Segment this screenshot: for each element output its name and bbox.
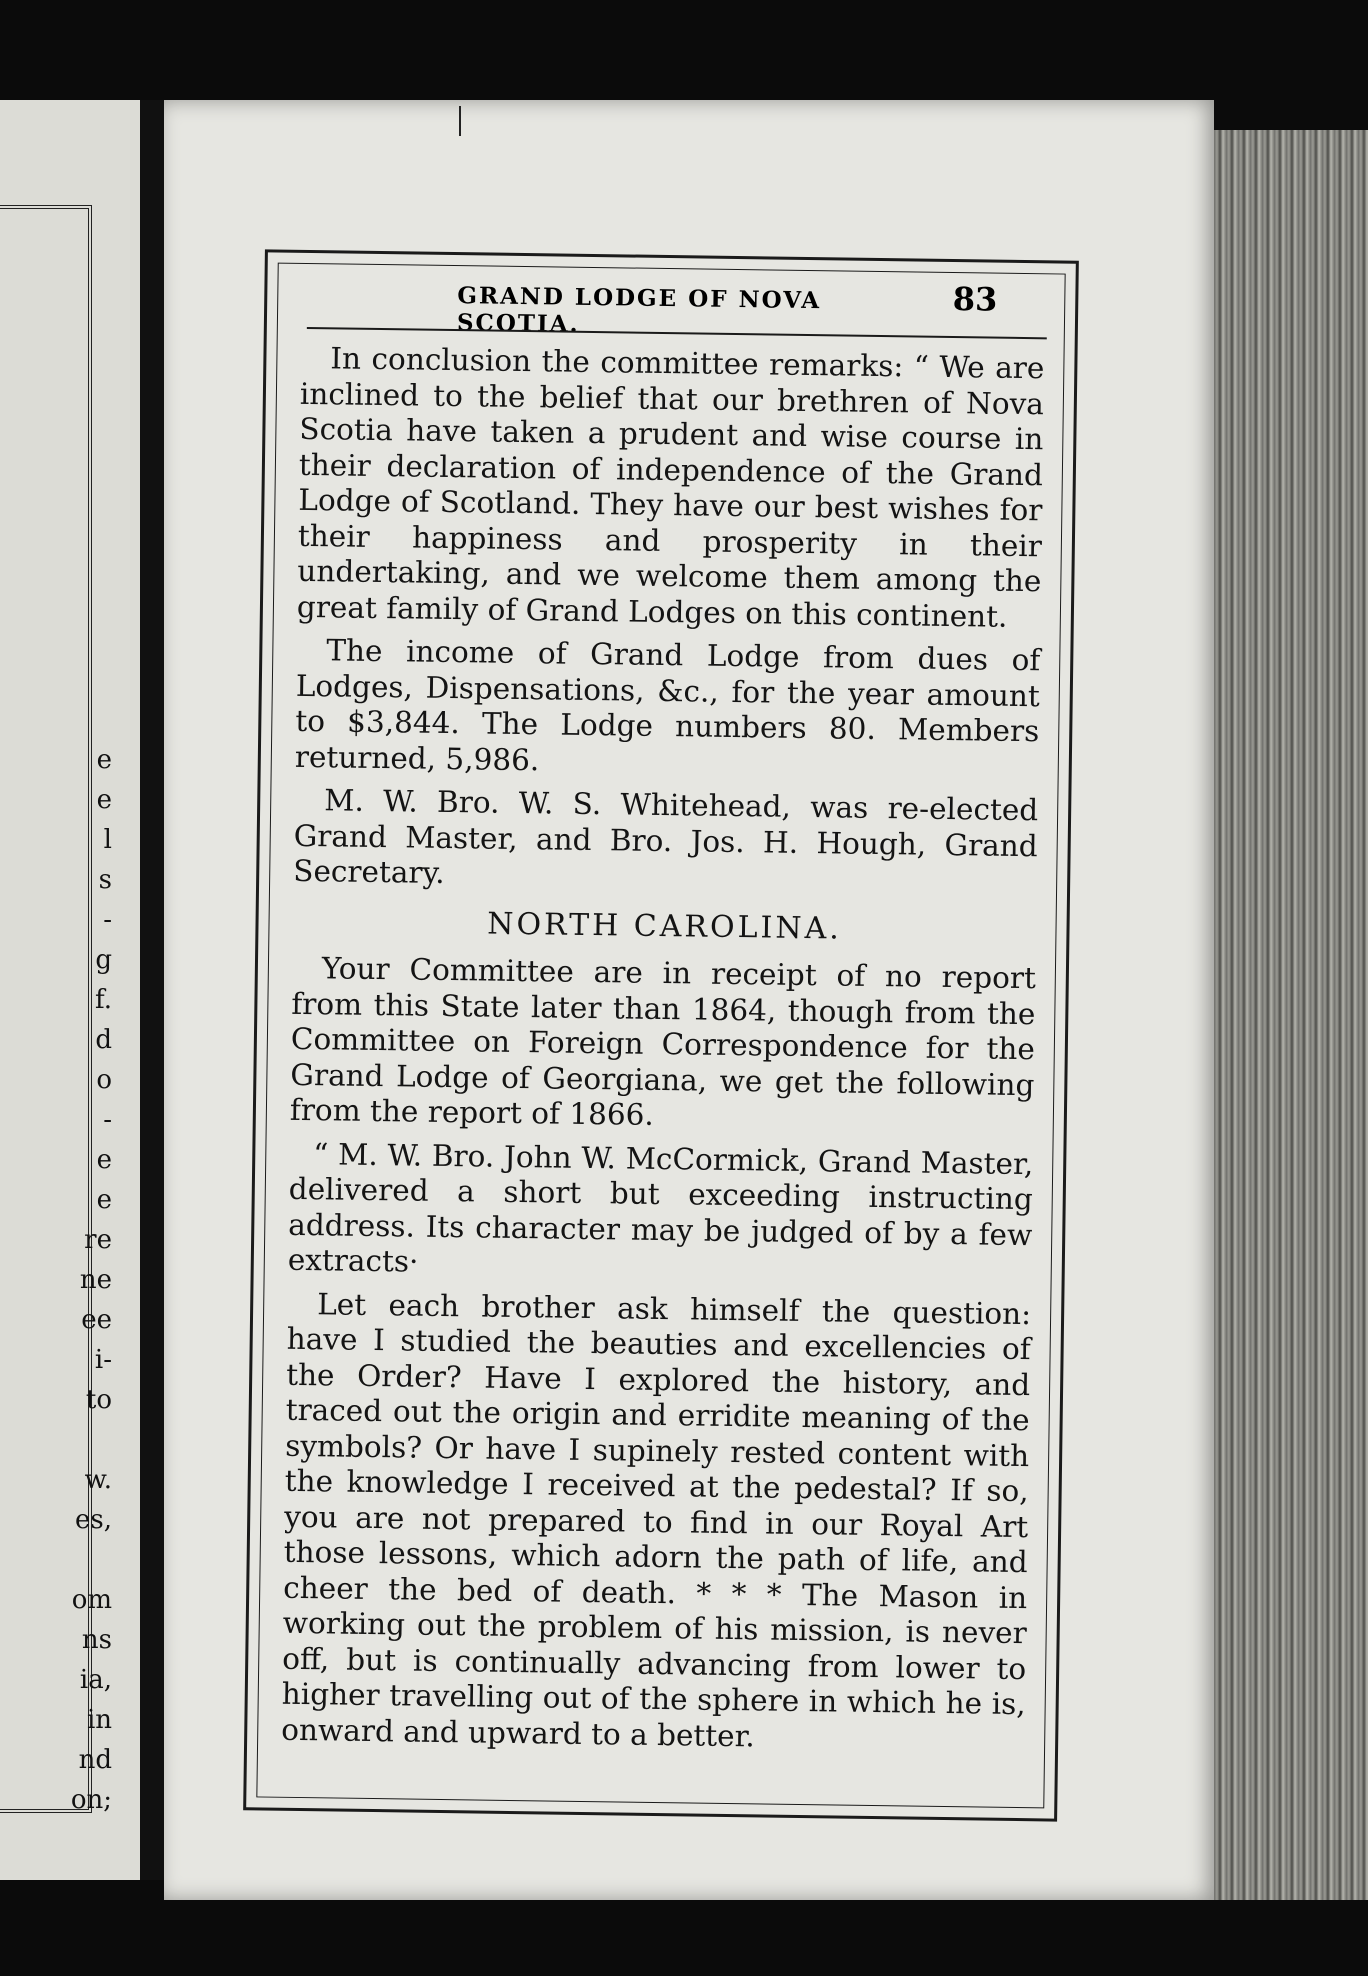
left-page-fragment: g	[95, 945, 112, 975]
left-page-fragment: e	[96, 745, 112, 775]
left-page-fragment: ee	[81, 1305, 112, 1335]
left-page-fragment: w.	[84, 1465, 112, 1495]
paragraph-officers: M. W. Bro. W. S. Whitehead, was re-elected Grand Master, and Bro. Jos. H. Hough, Grand Secretary.	[293, 783, 1039, 890]
left-page-fragment: to	[85, 1385, 112, 1415]
book-page	[164, 100, 1214, 1900]
book-gutter	[140, 100, 164, 1880]
left-page-fragment: s	[98, 865, 112, 895]
left-page-fragment: in	[86, 1705, 112, 1735]
left-page-fragment: es,	[75, 1505, 112, 1535]
left-page-fragment: l	[103, 825, 112, 855]
left-page-fragment: nd	[78, 1745, 112, 1775]
left-page-fragment: f.	[95, 985, 112, 1015]
paragraph-committee-remarks: In conclusion the committee remarks: “ We are inclined to the belief that our brethren of Nova Scotia have taken a prudent and wise course in their declaration of independence of the Grand Lodge of Scotland. They have our best wishes for their happiness and prosperity in their undertaking, and we welcome them among the great family of Grand Lodges on this continent.	[296, 341, 1045, 634]
left-page-fragment: ne	[79, 1265, 112, 1295]
left-page-fragment: ns	[81, 1625, 112, 1655]
left-page-fragment: ia,	[79, 1665, 112, 1695]
left-facing-page	[0, 100, 140, 1880]
left-page-text-fragments	[0, 740, 112, 1820]
paragraph-extract: Let each brother ask himself the question: have I studied the beauties and excellencies of the Order? Have I explored the history, and traced out the origin and erridite meaning of the symbols? Or have I supinely rested content with the knowledge I received at the pedestal? If so, you are not prepared to find in our Royal Art those lessons, which adorn the path of life, and cheer the bed of death. * * * The Mason in working out the problem of his mission, is never off, but is continually advancing from lower to higher travelling out of the sphere in which he is, onward and upward to a better.	[281, 1286, 1032, 1753]
left-page-fragment: -	[103, 1105, 112, 1135]
book-fore-edge	[1190, 130, 1368, 1900]
left-page-fragment: d	[95, 1025, 112, 1055]
running-title: GRAND LODGE OF NOVA SCOTIA.	[456, 282, 822, 338]
left-page-fragment: om	[71, 1585, 112, 1615]
left-page-fragment: e	[96, 1145, 112, 1175]
left-page-fragment: re	[84, 1225, 112, 1255]
left-page-fragment: o	[96, 1065, 112, 1095]
paragraph-grand-master-address: “ M. W. Bro. John W. McCormick, Grand Master, delivered a short but exceeding instructing address. Its character may be judged of by a few extracts·	[287, 1136, 1034, 1279]
left-page-fragment: -	[103, 905, 112, 935]
page-body	[281, 341, 1045, 1766]
page-number: 83	[952, 280, 998, 319]
paragraph-report-receipt: Your Committee are in receipt of no report from this State later than 1864, though from the Committee on Foreign Correspondence for the Grand Lodge of Georgiana, we get the following from the report of 1866.	[289, 951, 1037, 1132]
page-border-outer	[243, 249, 1079, 1821]
page-mark	[459, 106, 461, 136]
section-heading-north-carolina: NORTH CAROLINA.	[486, 906, 843, 947]
left-page-fragment: e	[96, 785, 112, 815]
left-page-fragment	[0, 1540, 112, 1580]
left-page-fragment	[0, 1420, 112, 1460]
left-page-fragment: i-	[94, 1345, 112, 1375]
left-page-fragment: on;	[70, 1785, 112, 1815]
paragraph-income: The income of Grand Lodge from dues of Lodges, Dispensations, &c., for the year amount to $3,844. The Lodge numbers 80. Members returned, 5,986.	[294, 633, 1041, 777]
left-page-fragment: e	[96, 1185, 112, 1215]
